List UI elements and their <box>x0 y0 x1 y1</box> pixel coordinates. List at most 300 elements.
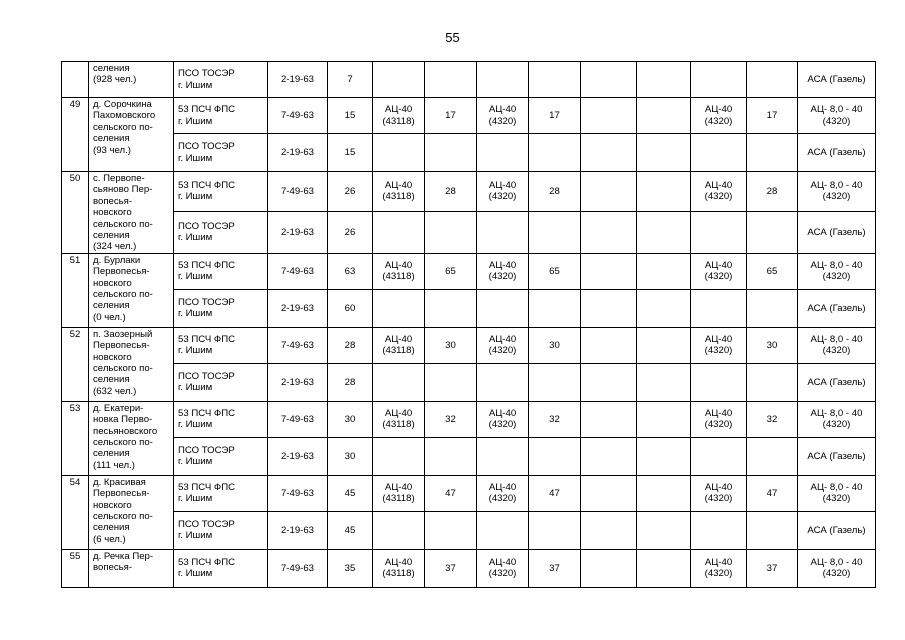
value-cell-c12 <box>747 253 798 289</box>
value-cell-c5-text: АЦ-40 (43118) <box>382 333 415 357</box>
place-cell-text: д. Сорочкина Пахомовского сельского по- селения (93 чел.) <box>93 99 156 156</box>
value-cell-time <box>328 98 373 134</box>
value-cell-c7-text: АЦ-40 (4320) <box>488 481 517 505</box>
unit-cell <box>174 401 268 437</box>
value-cell-c13 <box>798 511 876 549</box>
row-number-cell <box>62 401 89 475</box>
value-cell-c6-text: 47 <box>445 487 456 499</box>
value-cell-c8 <box>529 253 581 289</box>
value-cell-c8-text: 37 <box>549 562 560 574</box>
unit-cell-text: ПСО ТОСЭР г. Ишим <box>178 370 235 394</box>
value-cell-c12-text: 65 <box>766 265 778 277</box>
value-cell-c10 <box>637 253 691 289</box>
value-cell-c7 <box>477 327 529 363</box>
value-cell-c11 <box>691 172 747 212</box>
row-number-cell-text: 51 <box>69 254 81 266</box>
value-cell-c5 <box>373 437 425 475</box>
unit-cell-text: 53 ПСЧ ФПС г. Ишим <box>178 333 236 357</box>
value-cell-c11 <box>691 401 747 437</box>
value-cell-time <box>328 289 373 327</box>
row-number-cell-text: 52 <box>69 328 81 340</box>
unit-cell <box>174 98 268 134</box>
value-cell-c5-text: АЦ-40 (43118) <box>382 180 415 203</box>
value-cell-phone <box>268 401 328 437</box>
value-cell-c7 <box>477 511 529 549</box>
value-cell-c8 <box>529 437 581 475</box>
value-cell-c6 <box>425 172 477 212</box>
value-cell-c9 <box>581 62 637 98</box>
unit-cell <box>174 134 268 172</box>
value-cell-c7 <box>477 172 529 212</box>
value-cell-c13 <box>798 363 876 401</box>
unit-cell-text: ПСО ТОСЭР г. Ишим <box>178 296 235 320</box>
value-cell-c9 <box>581 327 637 363</box>
value-cell-time-text: 15 <box>344 109 356 121</box>
table-row <box>62 289 876 327</box>
value-cell-c12-text: 37 <box>766 562 778 574</box>
row-number-cell <box>62 327 89 401</box>
value-cell-c13 <box>798 62 876 98</box>
value-cell-c8-text: 30 <box>549 339 560 351</box>
value-cell-c8-text: 28 <box>549 185 560 197</box>
value-cell-c13 <box>798 253 876 289</box>
value-cell-time <box>328 134 373 172</box>
value-cell-c11 <box>691 549 747 587</box>
unit-cell-text: ПСО ТОСЭР г. Ишим <box>178 518 235 542</box>
value-cell-c12 <box>747 363 798 401</box>
value-cell-c5 <box>373 98 425 134</box>
row-number-cell <box>62 549 89 587</box>
value-cell-time-text: 45 <box>344 524 356 536</box>
value-cell-phone-text: 7-49-63 <box>280 109 315 121</box>
value-cell-c6 <box>425 98 477 134</box>
value-cell-time <box>328 253 373 289</box>
value-cell-c11-text: АЦ-40 (4320) <box>704 556 733 580</box>
value-cell-c5 <box>373 401 425 437</box>
value-cell-c5 <box>373 511 425 549</box>
value-cell-c13 <box>798 475 876 511</box>
value-cell-c8-text: 65 <box>549 265 560 277</box>
unit-cell <box>174 475 268 511</box>
value-cell-c5 <box>373 475 425 511</box>
value-cell-c6 <box>425 475 477 511</box>
unit-cell <box>174 62 268 98</box>
value-cell-c6 <box>425 511 477 549</box>
place-cell <box>89 62 174 98</box>
value-cell-c8-text: 17 <box>549 109 560 121</box>
place-cell-text: д. Речка Пер- вопесья- <box>93 550 154 574</box>
value-cell-c7 <box>477 549 529 587</box>
value-cell-c10 <box>637 289 691 327</box>
value-cell-c11 <box>691 98 747 134</box>
value-cell-c5 <box>373 363 425 401</box>
value-cell-c5-text: АЦ-40 (43118) <box>382 407 415 431</box>
value-cell-c13 <box>798 289 876 327</box>
value-cell-phone <box>268 363 328 401</box>
place-cell-text: п. Заозерный Первопесья- новского сельского по- селения (632 чел.) <box>93 328 153 397</box>
value-cell-c12 <box>747 327 798 363</box>
value-cell-c5 <box>373 172 425 212</box>
row-number-cell <box>62 475 89 549</box>
value-cell-c11 <box>691 511 747 549</box>
value-cell-c10 <box>637 437 691 475</box>
value-cell-phone-text: 2-19-63 <box>280 226 315 238</box>
value-cell-time <box>328 475 373 511</box>
value-cell-time-text: 28 <box>344 376 356 388</box>
value-cell-c5 <box>373 211 425 253</box>
value-cell-c6 <box>425 62 477 98</box>
value-cell-c8 <box>529 211 581 253</box>
place-cell <box>89 549 174 587</box>
value-cell-c11-text: АЦ-40 (4320) <box>704 481 733 505</box>
value-cell-c13-text: АЦ- 8,0 - 40 (4320) <box>810 180 863 203</box>
value-cell-c12 <box>747 172 798 212</box>
value-cell-c9 <box>581 475 637 511</box>
table-body <box>62 62 876 588</box>
value-cell-c11 <box>691 134 747 172</box>
value-cell-c13-text: АЦ- 8,0 - 40 (4320) <box>810 481 863 505</box>
unit-cell <box>174 172 268 212</box>
value-cell-c9 <box>581 253 637 289</box>
value-cell-time-text: 35 <box>344 562 356 574</box>
value-cell-phone <box>268 475 328 511</box>
place-cell <box>89 253 174 327</box>
value-cell-phone-text: 2-19-63 <box>280 376 315 388</box>
value-cell-c5-text: АЦ-40 (43118) <box>382 556 415 580</box>
value-cell-c5-text: АЦ-40 (43118) <box>382 104 415 127</box>
resource-table <box>61 61 876 588</box>
value-cell-c8 <box>529 98 581 134</box>
value-cell-c11-text: АЦ-40 (4320) <box>704 104 733 127</box>
row-number-cell-text: 54 <box>69 476 81 488</box>
value-cell-c7 <box>477 253 529 289</box>
row-number-cell-text: 49 <box>69 99 81 110</box>
value-cell-c10 <box>637 511 691 549</box>
place-cell-text: селения (928 чел.) <box>93 63 137 86</box>
value-cell-c11 <box>691 253 747 289</box>
value-cell-c10 <box>637 327 691 363</box>
value-cell-c5 <box>373 289 425 327</box>
page-number: 55 <box>445 30 460 45</box>
row-number-cell <box>62 62 89 98</box>
value-cell-c6-text: 17 <box>445 109 456 121</box>
value-cell-c7-text: АЦ-40 (4320) <box>488 407 517 431</box>
value-cell-c13-text: АСА (Газель) <box>807 376 866 388</box>
value-cell-c12 <box>747 511 798 549</box>
value-cell-c7 <box>477 211 529 253</box>
value-cell-c11 <box>691 289 747 327</box>
value-cell-phone-text: 2-19-63 <box>280 450 315 462</box>
value-cell-c9 <box>581 289 637 327</box>
place-cell <box>89 327 174 401</box>
value-cell-c9 <box>581 437 637 475</box>
value-cell-phone-text: 7-49-63 <box>280 185 315 197</box>
value-cell-c6 <box>425 401 477 437</box>
value-cell-time <box>328 437 373 475</box>
value-cell-c9 <box>581 549 637 587</box>
value-cell-c7-text: АЦ-40 (4320) <box>488 556 517 580</box>
value-cell-c13-text: АСА (Газель) <box>807 73 866 85</box>
value-cell-phone <box>268 327 328 363</box>
value-cell-phone-text: 2-19-63 <box>280 524 315 536</box>
table-row <box>62 253 876 289</box>
value-cell-c7 <box>477 98 529 134</box>
value-cell-time-text: 26 <box>344 226 356 238</box>
unit-cell <box>174 511 268 549</box>
value-cell-time <box>328 62 373 98</box>
value-cell-c13 <box>798 134 876 172</box>
value-cell-c11 <box>691 437 747 475</box>
value-cell-c10 <box>637 401 691 437</box>
value-cell-c9 <box>581 401 637 437</box>
value-cell-c11 <box>691 211 747 253</box>
value-cell-c12-text: 30 <box>766 339 778 351</box>
value-cell-c10 <box>637 134 691 172</box>
unit-cell-text: ПСО ТОСЭР г. Ишим <box>178 444 235 468</box>
value-cell-c6 <box>425 549 477 587</box>
value-cell-c5 <box>373 62 425 98</box>
value-cell-c8 <box>529 327 581 363</box>
value-cell-phone-text: 7-49-63 <box>280 487 315 499</box>
value-cell-phone <box>268 211 328 253</box>
value-cell-time <box>328 327 373 363</box>
value-cell-c13-text: АСА (Газель) <box>807 450 866 462</box>
table-row <box>62 401 876 437</box>
value-cell-c13-text: АЦ- 8,0 - 40 (4320) <box>810 333 863 357</box>
value-cell-c8 <box>529 134 581 172</box>
place-cell <box>89 172 174 254</box>
table-row <box>62 134 876 172</box>
value-cell-c13-text: АСА (Газель) <box>807 146 866 158</box>
unit-cell <box>174 437 268 475</box>
value-cell-c5 <box>373 134 425 172</box>
value-cell-c10 <box>637 98 691 134</box>
table-row <box>62 62 876 98</box>
value-cell-time-text: 63 <box>344 265 356 277</box>
value-cell-phone-text: 2-19-63 <box>280 73 315 85</box>
row-number-cell <box>62 172 89 254</box>
table-row <box>62 211 876 253</box>
value-cell-c11-text: АЦ-40 (4320) <box>704 259 733 283</box>
value-cell-c6 <box>425 327 477 363</box>
value-cell-c12 <box>747 437 798 475</box>
value-cell-c12-text: 47 <box>766 487 778 499</box>
value-cell-c11 <box>691 327 747 363</box>
value-cell-c6-text: 37 <box>445 562 456 574</box>
value-cell-c8 <box>529 549 581 587</box>
table-row <box>62 549 876 587</box>
value-cell-c12 <box>747 98 798 134</box>
row-number-cell <box>62 253 89 327</box>
value-cell-c11 <box>691 363 747 401</box>
value-cell-c7 <box>477 363 529 401</box>
value-cell-c6 <box>425 289 477 327</box>
value-cell-c13 <box>798 98 876 134</box>
unit-cell <box>174 363 268 401</box>
value-cell-c6-text: 32 <box>445 413 456 425</box>
value-cell-c10 <box>637 172 691 212</box>
unit-cell-text: 53 ПСЧ ФПС г. Ишим <box>178 104 236 127</box>
table-row <box>62 172 876 212</box>
value-cell-phone <box>268 511 328 549</box>
value-cell-c8 <box>529 401 581 437</box>
value-cell-c11-text: АЦ-40 (4320) <box>704 333 733 357</box>
value-cell-c8 <box>529 289 581 327</box>
value-cell-c9 <box>581 172 637 212</box>
unit-cell-text: 53 ПСЧ ФПС г. Ишим <box>178 407 236 431</box>
value-cell-c7-text: АЦ-40 (4320) <box>488 333 517 357</box>
value-cell-c10 <box>637 549 691 587</box>
value-cell-time-text: 26 <box>344 185 356 197</box>
value-cell-c13-text: АЦ- 8,0 - 40 (4320) <box>810 104 863 127</box>
value-cell-phone <box>268 134 328 172</box>
value-cell-c13 <box>798 437 876 475</box>
value-cell-c8 <box>529 172 581 212</box>
value-cell-c7-text: АЦ-40 (4320) <box>488 259 517 283</box>
value-cell-time <box>328 511 373 549</box>
value-cell-c12 <box>747 549 798 587</box>
value-cell-phone-text: 7-49-63 <box>280 265 315 277</box>
value-cell-c9 <box>581 134 637 172</box>
table-row <box>62 327 876 363</box>
value-cell-time-text: 28 <box>344 339 356 351</box>
value-cell-c7 <box>477 401 529 437</box>
unit-cell-text: ПСО ТОСЭР г. Ишим <box>178 141 235 164</box>
value-cell-c12-text: 32 <box>766 413 778 425</box>
unit-cell-text: 53 ПСЧ ФПС г. Ишим <box>178 481 236 505</box>
value-cell-c6 <box>425 363 477 401</box>
value-cell-time <box>328 363 373 401</box>
value-cell-time <box>328 172 373 212</box>
value-cell-c10 <box>637 475 691 511</box>
value-cell-phone <box>268 98 328 134</box>
value-cell-phone <box>268 437 328 475</box>
value-cell-c6-text: 28 <box>445 185 456 197</box>
value-cell-c5 <box>373 253 425 289</box>
value-cell-c7 <box>477 62 529 98</box>
value-cell-c12 <box>747 401 798 437</box>
table-row <box>62 437 876 475</box>
value-cell-c8 <box>529 475 581 511</box>
value-cell-c10 <box>637 62 691 98</box>
value-cell-c6-text: 65 <box>445 265 456 277</box>
value-cell-c6 <box>425 134 477 172</box>
place-cell-text: д. Бурлаки Первопесья- новского сельского по- селения (0 чел.) <box>93 254 153 323</box>
value-cell-c7 <box>477 437 529 475</box>
value-cell-phone <box>268 289 328 327</box>
place-cell-text: с. Первопе- сьяново Пер- вопесья- новского сельского по- селения (324 чел.) <box>93 173 153 253</box>
value-cell-time <box>328 211 373 253</box>
value-cell-c5-text: АЦ-40 (43118) <box>382 481 415 505</box>
value-cell-c11-text: АЦ-40 (4320) <box>704 407 733 431</box>
place-cell <box>89 401 174 475</box>
value-cell-phone <box>268 172 328 212</box>
unit-cell <box>174 549 268 587</box>
row-number-cell <box>62 98 89 172</box>
value-cell-phone <box>268 253 328 289</box>
value-cell-c6 <box>425 253 477 289</box>
value-cell-c12 <box>747 134 798 172</box>
value-cell-phone-text: 2-19-63 <box>280 302 315 314</box>
value-cell-c13 <box>798 211 876 253</box>
unit-cell-text: 53 ПСЧ ФПС г. Ишим <box>178 556 236 580</box>
place-cell <box>89 98 174 172</box>
value-cell-c8 <box>529 363 581 401</box>
value-cell-c6-text: 30 <box>445 339 456 351</box>
table-row <box>62 511 876 549</box>
unit-cell <box>174 289 268 327</box>
value-cell-c6 <box>425 437 477 475</box>
value-cell-c8-text: 47 <box>549 487 560 499</box>
value-cell-c6 <box>425 211 477 253</box>
value-cell-c12 <box>747 62 798 98</box>
value-cell-c11-text: АЦ-40 (4320) <box>704 180 733 203</box>
value-cell-c8 <box>529 62 581 98</box>
row-number-cell-text: 50 <box>69 173 81 184</box>
value-cell-c11 <box>691 475 747 511</box>
unit-cell <box>174 253 268 289</box>
row-number-cell-text: 53 <box>69 402 81 414</box>
value-cell-time-text: 7 <box>347 73 353 85</box>
value-cell-c7 <box>477 289 529 327</box>
value-cell-c12 <box>747 289 798 327</box>
unit-cell-text: 53 ПСЧ ФПС г. Ишим <box>178 180 236 203</box>
value-cell-c9 <box>581 98 637 134</box>
value-cell-time-text: 15 <box>344 146 356 158</box>
value-cell-c5-text: АЦ-40 (43118) <box>382 259 415 283</box>
value-cell-c11 <box>691 62 747 98</box>
value-cell-time <box>328 401 373 437</box>
value-cell-c13-text: АЦ- 8,0 - 40 (4320) <box>810 259 863 283</box>
value-cell-c7-text: АЦ-40 (4320) <box>488 104 517 127</box>
value-cell-c13-text: АЦ- 8,0 - 40 (4320) <box>810 407 863 431</box>
value-cell-c7-text: АЦ-40 (4320) <box>488 180 517 203</box>
value-cell-c5 <box>373 549 425 587</box>
row-number-cell-text: 55 <box>69 550 81 562</box>
table-row <box>62 98 876 134</box>
table-row <box>62 363 876 401</box>
value-cell-phone-text: 7-49-63 <box>280 413 315 425</box>
place-cell <box>89 475 174 549</box>
unit-cell-text: 53 ПСЧ ФПС г. Ишим <box>178 259 236 283</box>
value-cell-c13 <box>798 401 876 437</box>
value-cell-c12 <box>747 211 798 253</box>
unit-cell <box>174 327 268 363</box>
value-cell-c12-text: 28 <box>766 185 778 197</box>
value-cell-time-text: 30 <box>344 450 356 462</box>
value-cell-time-text: 45 <box>344 487 356 499</box>
value-cell-c12 <box>747 475 798 511</box>
unit-cell-text: ПСО ТОСЭР г. Ишим <box>178 220 235 244</box>
value-cell-c13-text: АСА (Газель) <box>807 226 866 238</box>
value-cell-c13-text: АСА (Газель) <box>807 524 866 536</box>
value-cell-c10 <box>637 363 691 401</box>
value-cell-time-text: 30 <box>344 413 356 425</box>
value-cell-c13-text: АЦ- 8,0 - 40 (4320) <box>810 556 863 580</box>
value-cell-c9 <box>581 211 637 253</box>
place-cell-text: д. Красивая Первопесья- новского сельского по- селения (6 чел.) <box>93 476 153 545</box>
place-cell-text: д. Екатери- новка Перво- песьяновского сельского по- селения (111 чел.) <box>93 402 158 471</box>
value-cell-phone-text: 2-19-63 <box>280 146 315 158</box>
value-cell-c9 <box>581 363 637 401</box>
value-cell-c7 <box>477 134 529 172</box>
value-cell-c13 <box>798 549 876 587</box>
table-row <box>62 475 876 511</box>
value-cell-c13-text: АСА (Газель) <box>807 302 866 314</box>
value-cell-phone <box>268 62 328 98</box>
unit-cell-text: ПСО ТОСЭР г. Ишим <box>178 68 235 91</box>
value-cell-c12-text: 17 <box>766 109 778 121</box>
